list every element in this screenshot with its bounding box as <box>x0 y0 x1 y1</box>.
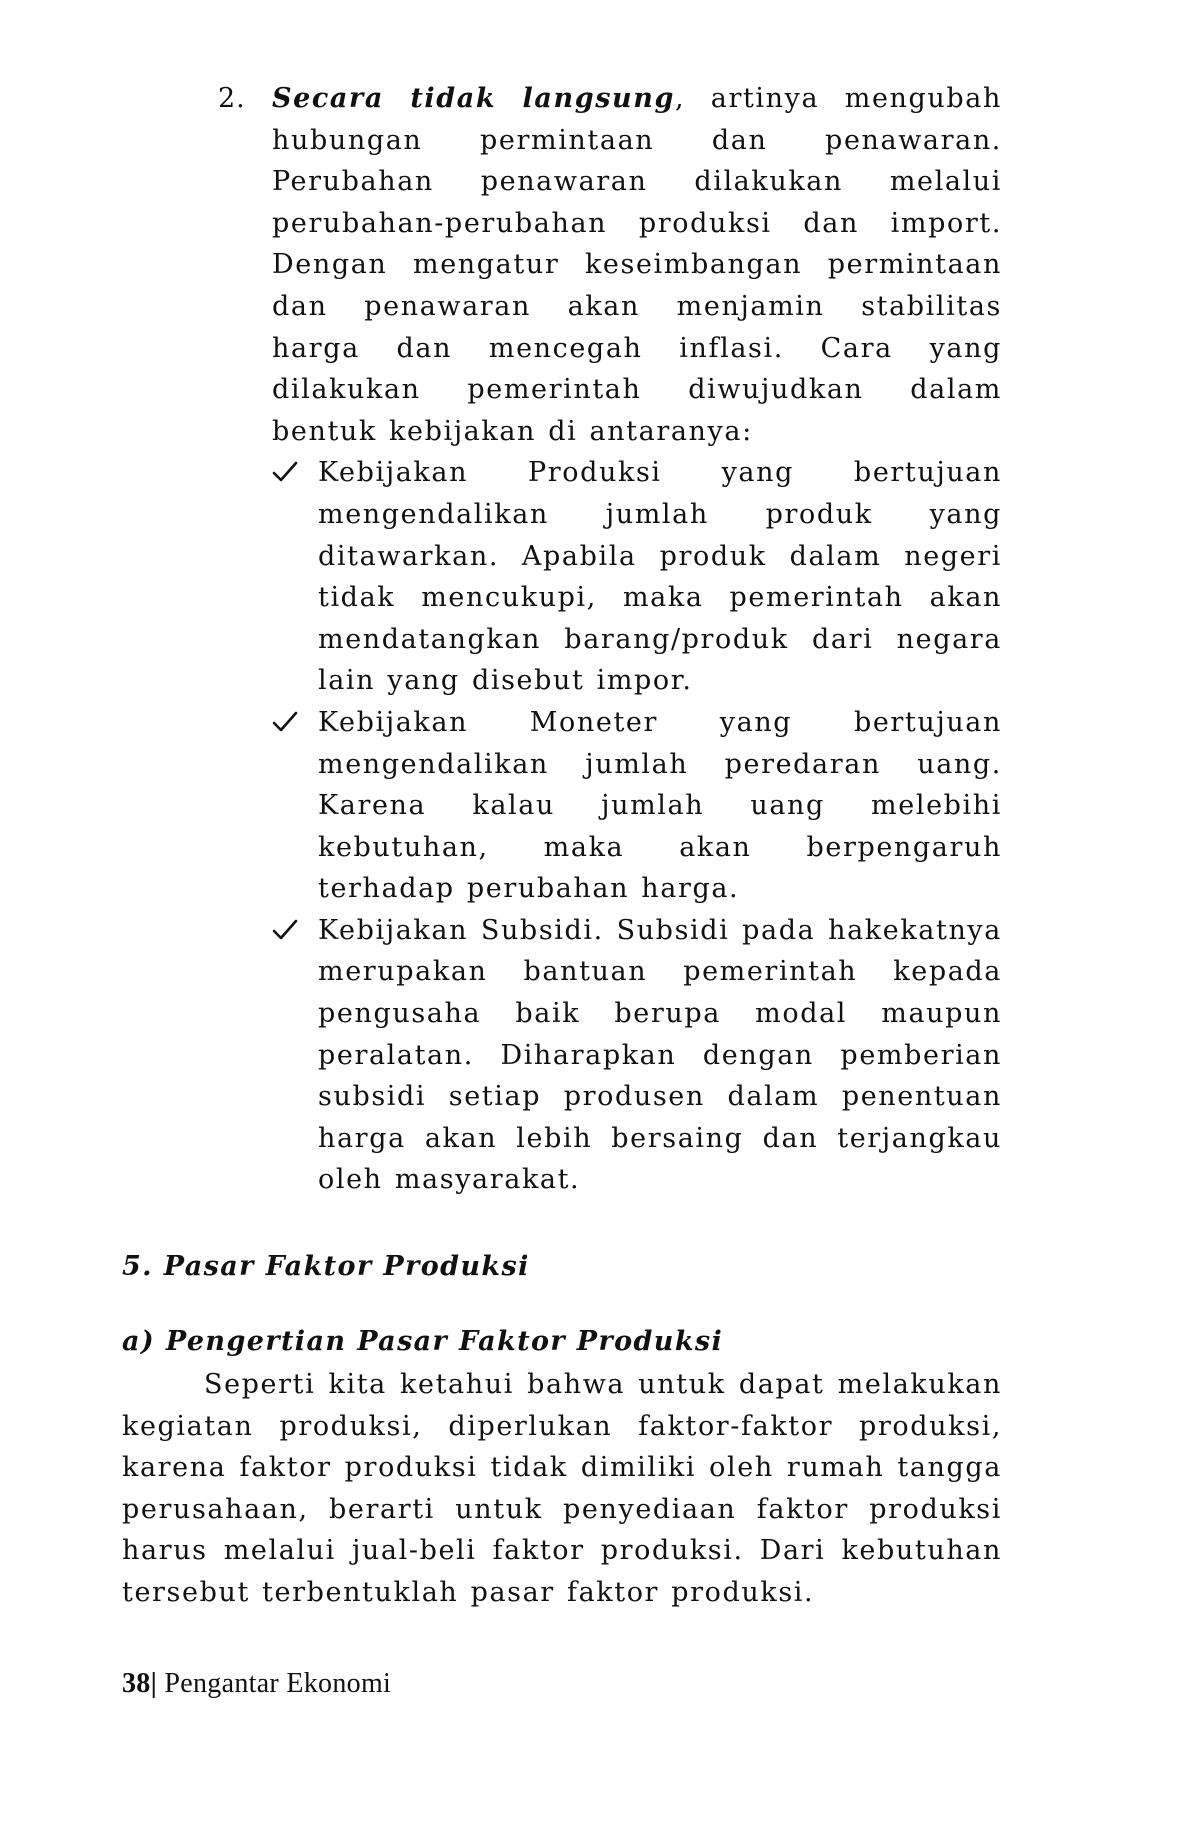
list-item-number: 2. <box>218 83 246 114</box>
list-item-body-text: , artinya mengubah hubungan permintaan dan penawaran. Perubahan penawaran dilakukan melalui perubahan-perubahan produksi dan import. Dengan mengatur keseimbangan permintaan dan penawaran akan menjamin stabilitas harga dan mencegah inflasi. Cara yang dilakukan pemerintah diwujudkan dalam bentuk kebijakan di antaranya: <box>272 83 1002 447</box>
emphasized-term: Secara tidak langsung <box>272 83 675 114</box>
page-number: 38 <box>122 1668 151 1699</box>
book-title: Pengantar Ekonomi <box>164 1668 392 1699</box>
section-heading: 5. Pasar Faktor Produksi <box>122 1251 530 1282</box>
checklist-item-text: Kebijakan Subsidi. Subsidi pada hakekatnya merupakan bantuan pemerintah kepada pengusaha baik berupa modal maupun peralatan. Diharapkan dengan pemberian subsidi setiap produsen dalam penentuan harga akan lebih bersaing dan terjangkau oleh masyarakat. <box>318 914 1002 1196</box>
numbered-list-item <box>218 78 1002 1201</box>
checklist-item <box>272 910 1002 1201</box>
checkmark-icon <box>272 710 298 734</box>
checkmark-icon <box>272 918 298 942</box>
checkmark-icon <box>272 460 298 484</box>
checklist <box>272 452 1002 1201</box>
footer-separator: | <box>150 1668 158 1699</box>
list-item-text <box>272 78 1002 452</box>
checklist-item <box>272 702 1002 910</box>
checklist-item <box>272 452 1002 702</box>
checklist-item-text: Kebijakan Produksi yang bertujuan mengendalikan jumlah produk yang ditawarkan. Apabila produk dalam negeri tidak mencukupi, maka pemerintah akan mendatangkan barang/produk dari negara lain yang disebut impor. <box>318 457 1002 697</box>
page-footer <box>122 1666 391 1702</box>
subsection-heading: a) Pengertian Pasar Faktor Produksi <box>122 1326 724 1357</box>
body-paragraph: Seperti kita ketahui bahwa untuk dapat melakukan kegiatan produksi, diperlukan faktor-faktor produksi, karena faktor produksi tidak dimiliki oleh rumah tangga perusahaan, berarti untuk penyediaan faktor produksi harus melalui jual-beli faktor produksi. Dari kebutuhan tersebut terbentuklah pasar faktor produksi. <box>122 1369 1002 1608</box>
checklist-item-text: Kebijakan Moneter yang bertujuan mengendalikan jumlah peredaran uang. Karena kalau jumlah uang melebihi kebutuhan, maka akan berpengaruh terhadap perubahan harga. <box>318 706 1002 905</box>
